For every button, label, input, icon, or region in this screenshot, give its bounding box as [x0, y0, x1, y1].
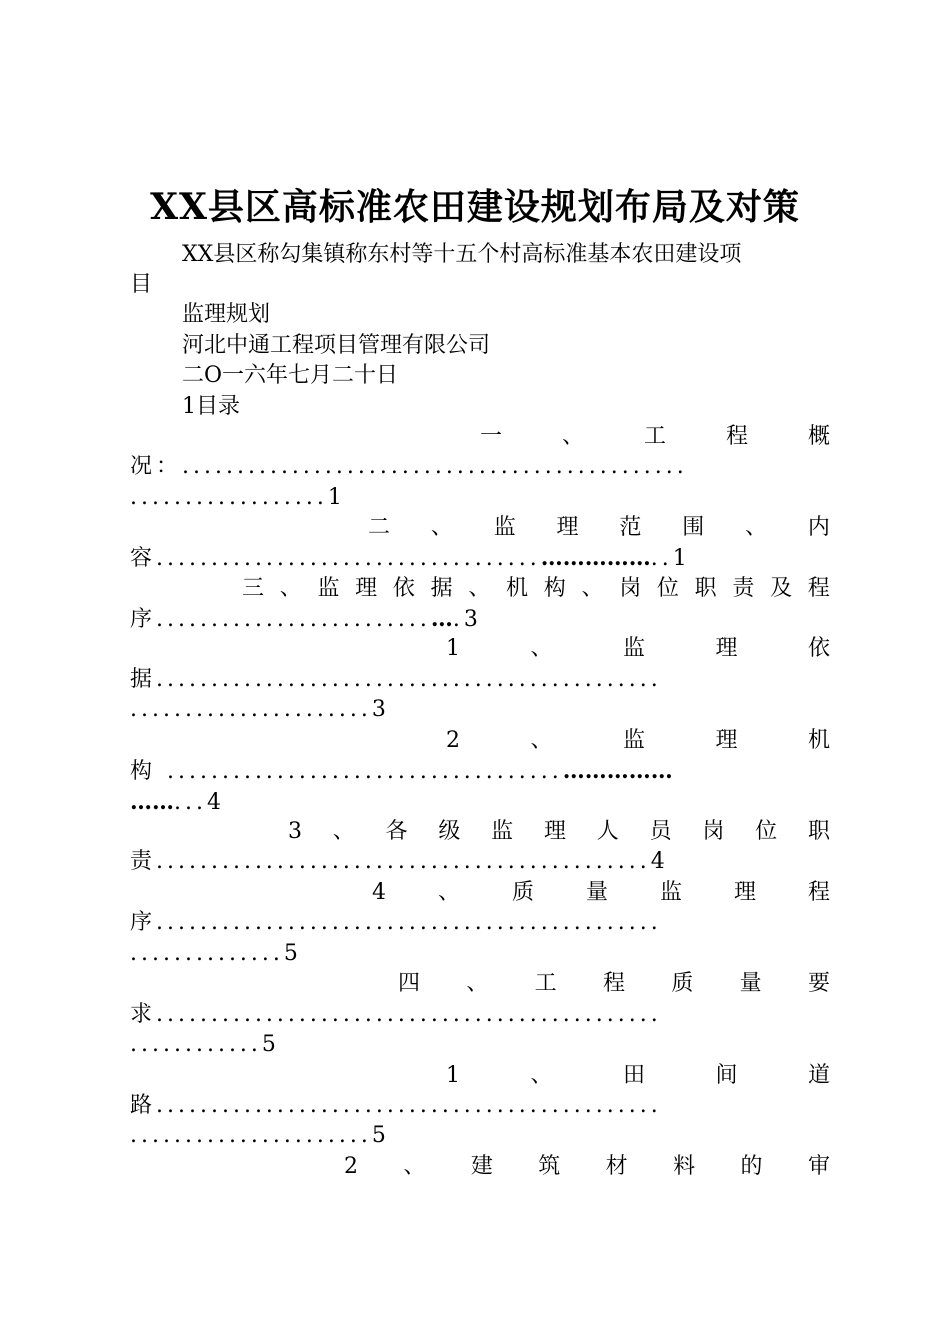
toc-char: 理	[543, 819, 566, 844]
toc-char: 监	[493, 515, 516, 540]
toc-char: 机	[807, 728, 830, 753]
toc-char: 、	[530, 1063, 553, 1088]
toc-char: 责	[732, 576, 755, 601]
toc-char: 监	[491, 819, 514, 844]
toc-char: 三	[242, 576, 265, 601]
toc-char: 4	[372, 880, 386, 905]
toc-page-number: ..1	[650, 546, 691, 571]
toc-char: 、	[279, 576, 302, 601]
toc-char: 内	[807, 515, 830, 540]
toc-char: 监	[659, 880, 682, 905]
toc-char: 职	[807, 819, 830, 844]
toc-char: 、	[581, 576, 604, 601]
toc-char: 、	[561, 424, 584, 449]
toc-item-3	[242, 574, 830, 604]
toc-char: 、	[468, 576, 491, 601]
toc-item-6	[288, 817, 830, 847]
toc-item-8-page: ............5	[130, 1032, 280, 1057]
toc-char: 1	[446, 1063, 460, 1088]
toc-char: 监	[317, 576, 340, 601]
toc-item-9-leader: 路..............................................	[130, 1093, 662, 1118]
toc-item-7	[372, 878, 830, 908]
toc-char: 理	[715, 636, 738, 661]
toc-char: 范	[619, 515, 642, 540]
toc-char: 料	[673, 1154, 696, 1179]
toc-char: 围	[682, 515, 705, 540]
toc-char: 建	[470, 1154, 493, 1179]
toc-char: 程	[807, 576, 830, 601]
document-title: XX县区高标准农田建设规划布局及对策	[150, 186, 800, 228]
toc-char: 质	[511, 880, 534, 905]
toc-char: 、	[403, 1154, 426, 1179]
toc-char: 监	[622, 636, 645, 661]
toc-leader-ellipsis: …	[430, 606, 453, 632]
toc-char: 理	[556, 515, 579, 540]
intro-line-company: 河北中通工程项目管理有限公司	[182, 333, 491, 358]
toc-item-4-page: ......................3	[130, 697, 390, 722]
intro-line-date: 二O一六年七月二十日	[182, 363, 399, 388]
toc-leader-ellipsis: ……………	[540, 545, 651, 571]
toc-char: 二	[368, 515, 391, 540]
toc-char: 人	[596, 819, 619, 844]
toc-char: 、	[530, 728, 553, 753]
toc-item-8-leader: 求..............................................	[130, 1002, 662, 1027]
toc-leader-dots: 容...................................	[130, 546, 541, 571]
toc-char: 岗	[702, 819, 725, 844]
toc-char: 理	[715, 728, 738, 753]
intro-line-plan: 监理规划	[182, 302, 271, 327]
toc-leader-ellipsis: ……	[130, 789, 174, 815]
toc-char: 理	[355, 576, 378, 601]
toc-char: 程	[725, 424, 748, 449]
toc-char: 工	[534, 971, 557, 996]
toc-char: 一	[480, 424, 503, 449]
toc-char: 程	[807, 880, 830, 905]
intro-line-project: XX县区称勾集镇称东村等十五个村高标准基本农田建设项	[182, 242, 742, 267]
toc-item-5-leader	[130, 756, 673, 787]
toc-char: 2	[344, 1154, 358, 1179]
toc-item-2-leader	[130, 543, 691, 574]
toc-leader-dots: 构 ....................................	[130, 759, 563, 784]
toc-char: 理	[733, 880, 756, 905]
toc-char: 间	[715, 1063, 738, 1088]
toc-item-5	[446, 726, 830, 756]
toc-leader-ellipsis: ……………	[562, 758, 673, 784]
toc-char: 审	[807, 1154, 830, 1179]
toc-leader-dots: 序.........................	[130, 607, 431, 632]
toc-char: 机	[506, 576, 529, 601]
toc-char: 程	[602, 971, 625, 996]
toc-item-9-page: ......................5	[130, 1123, 390, 1148]
toc-char: 、	[437, 880, 460, 905]
toc-char: 员	[649, 819, 672, 844]
toc-char: 量	[739, 971, 762, 996]
toc-char: 3	[288, 819, 302, 844]
toc-char: 职	[694, 576, 717, 601]
toc-item-4-leader: 据..............................................	[130, 667, 662, 692]
toc-char: 量	[585, 880, 608, 905]
toc-item-3-leader	[130, 604, 482, 635]
toc-heading: 1目录	[182, 394, 240, 419]
toc-item-10	[344, 1152, 830, 1182]
toc-char: 依	[392, 576, 415, 601]
toc-char: 四	[398, 971, 421, 996]
toc-item-8	[398, 969, 830, 999]
toc-char: 筑	[538, 1154, 561, 1179]
toc-char: 田	[622, 1063, 645, 1088]
toc-char: 据	[430, 576, 453, 601]
toc-item-7-leader: 序..............................................	[130, 910, 662, 935]
toc-char: 位	[755, 819, 778, 844]
toc-page-number: .3	[452, 607, 482, 632]
toc-char: 、	[430, 515, 453, 540]
toc-item-4	[446, 634, 830, 664]
toc-char: 材	[605, 1154, 628, 1179]
toc-item-5-page	[130, 787, 225, 818]
toc-char: 1	[446, 636, 460, 661]
toc-item-7-page: ..............5	[130, 941, 302, 966]
toc-char: 岗	[619, 576, 642, 601]
toc-char: 、	[530, 636, 553, 661]
toc-char: 工	[643, 424, 666, 449]
toc-char: 道	[807, 1063, 830, 1088]
toc-char: 2	[446, 728, 460, 753]
toc-char: 的	[740, 1154, 763, 1179]
toc-char: 、	[466, 971, 489, 996]
toc-char: 要	[807, 971, 830, 996]
toc-char: 依	[807, 636, 830, 661]
toc-char: 构	[543, 576, 566, 601]
toc-item-9	[446, 1061, 830, 1091]
toc-page-number: ...4	[174, 790, 225, 815]
toc-char: 及	[770, 576, 793, 601]
toc-char: 、	[332, 819, 355, 844]
toc-char: 级	[438, 819, 461, 844]
toc-item-1-leader: 况：..............................................	[130, 454, 688, 479]
toc-item-1-page: ..................1	[130, 485, 346, 510]
toc-char: 各	[385, 819, 408, 844]
toc-char: 、	[745, 515, 768, 540]
toc-item-6-leader: 责.............................................4	[130, 849, 669, 874]
toc-item-1	[480, 422, 830, 452]
toc-char: 监	[622, 728, 645, 753]
toc-char: 概	[807, 424, 830, 449]
toc-item-2	[368, 513, 830, 543]
intro-line-project-cont: 目	[130, 272, 153, 297]
toc-char: 质	[671, 971, 694, 996]
toc-char: 位	[656, 576, 679, 601]
